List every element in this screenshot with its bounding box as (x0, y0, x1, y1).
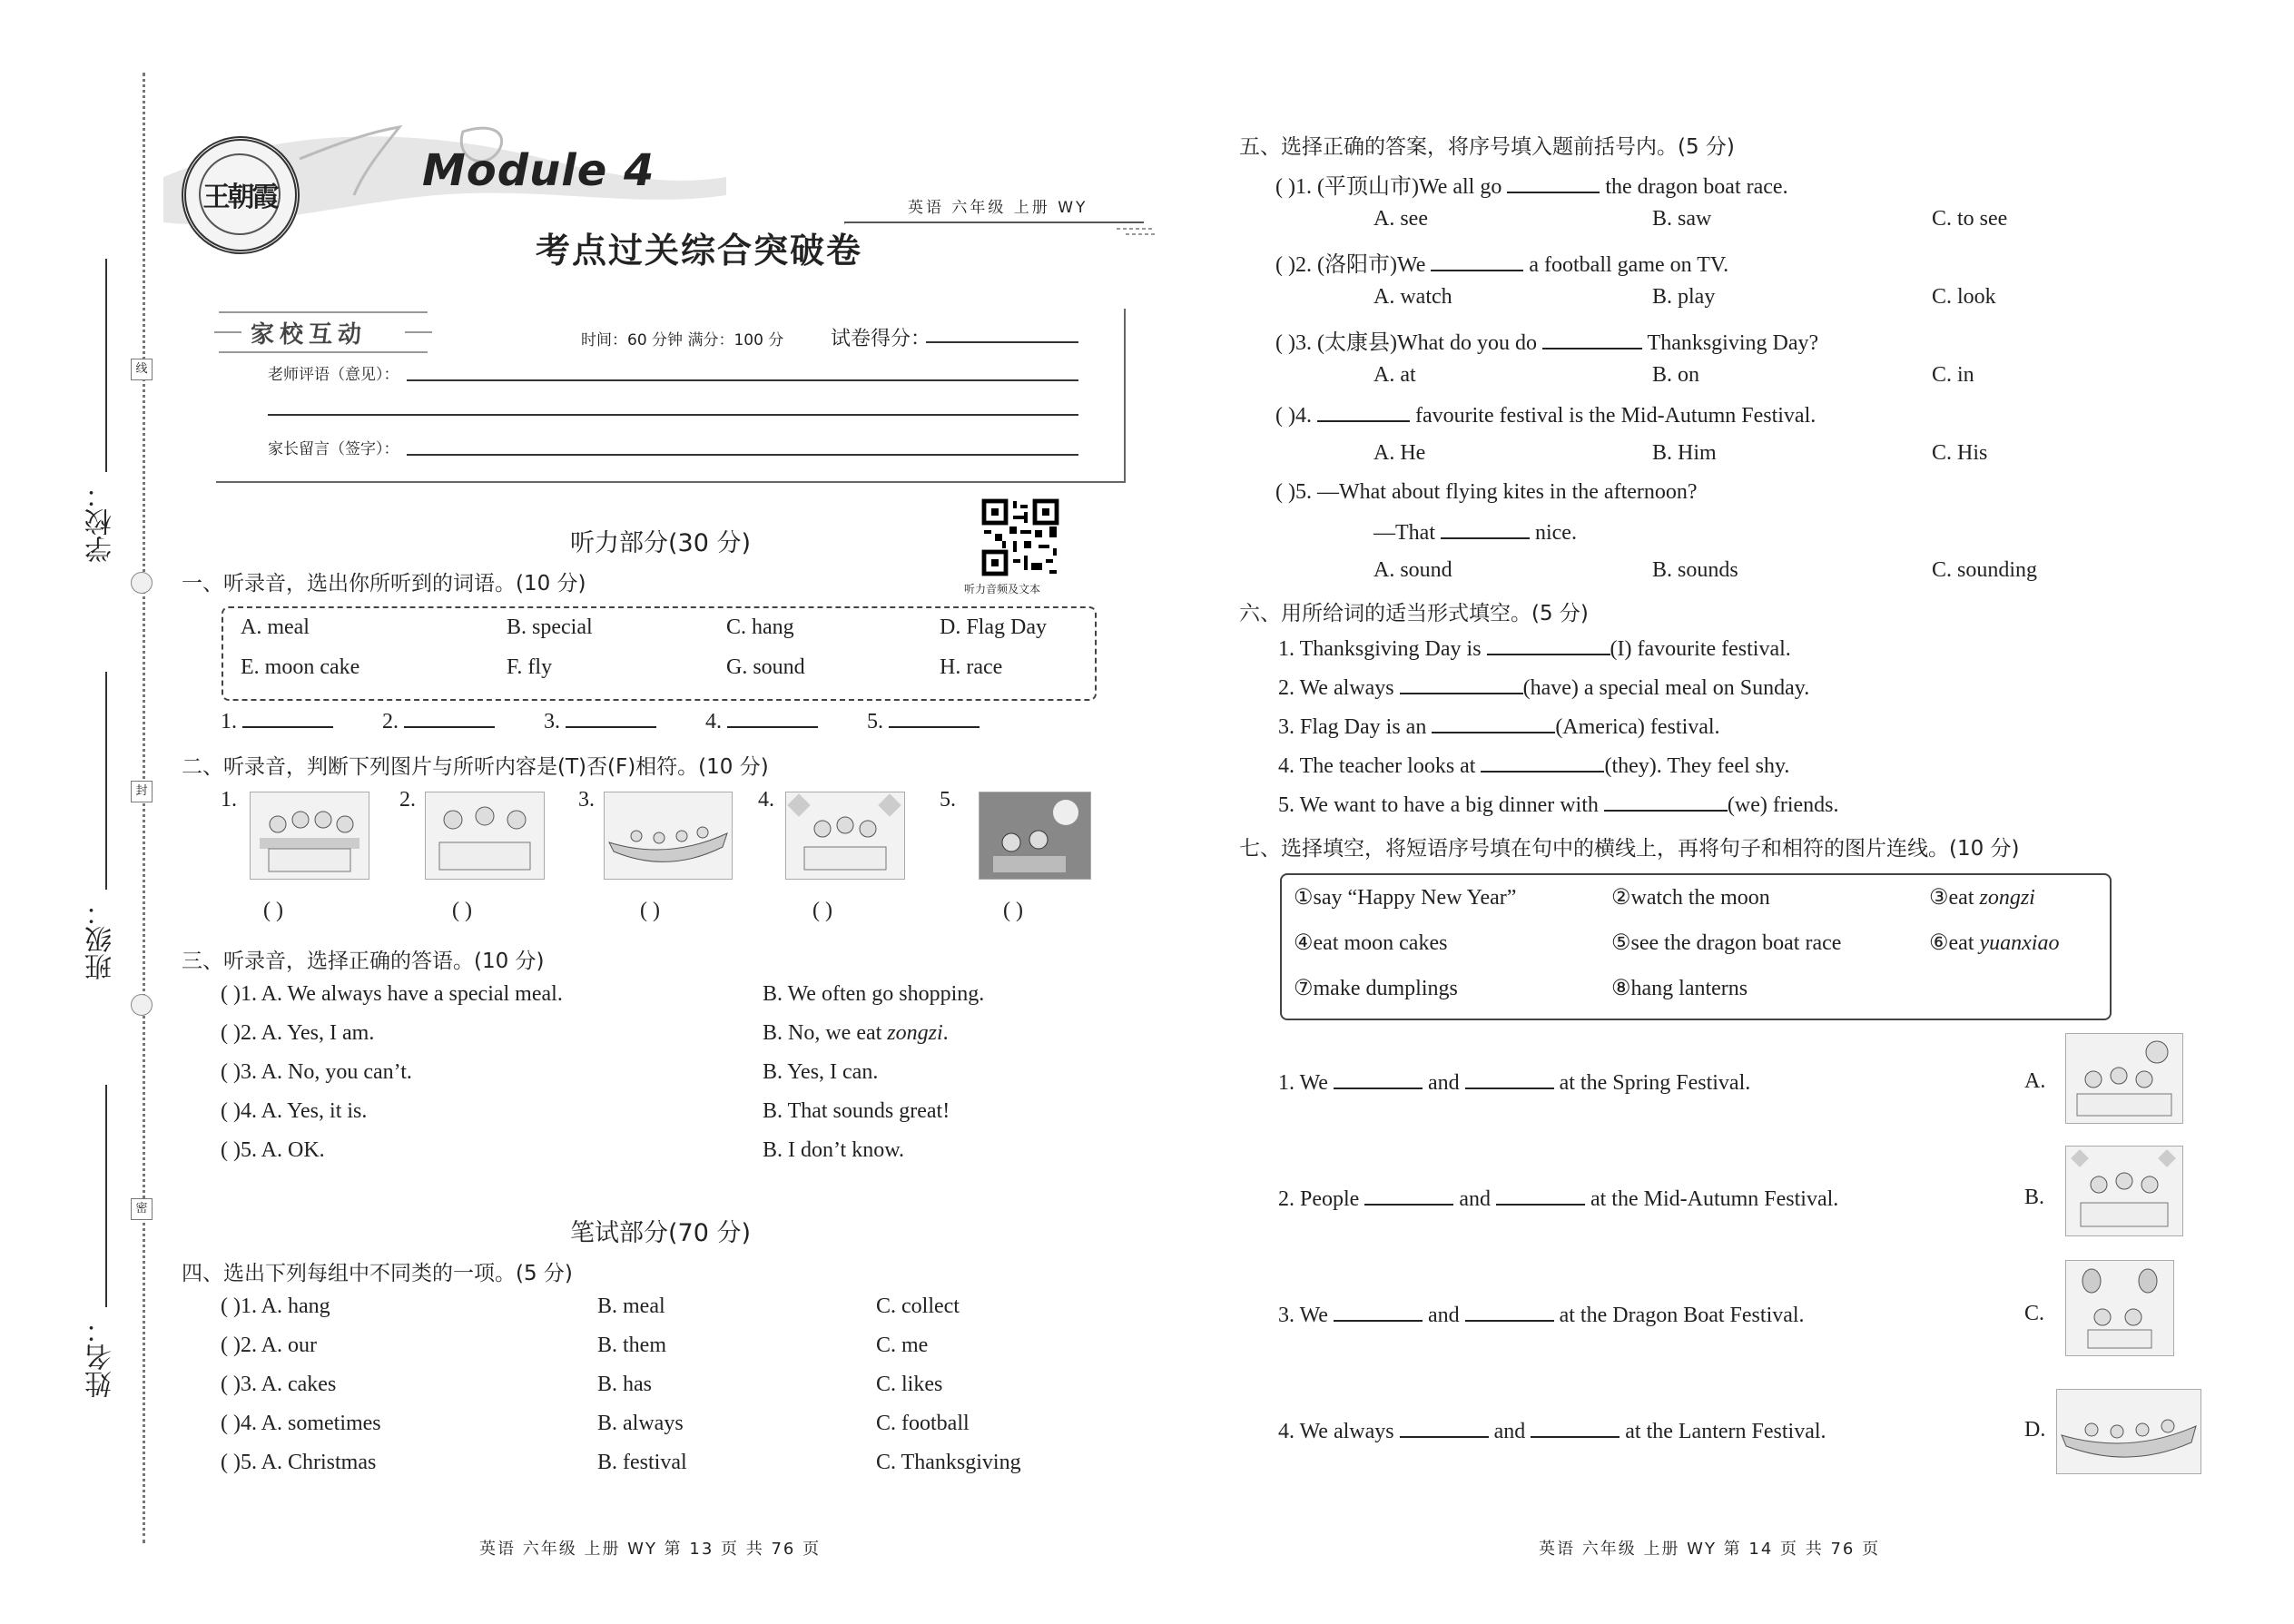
option-b: B. always (597, 1412, 684, 1435)
sentence-end: at the Dragon Boat Festival. (1559, 1304, 1805, 1327)
phrase-option: ④eat moon cakes (1294, 931, 1448, 955)
answer-blank[interactable] (404, 708, 495, 728)
answer-blank[interactable] (1465, 1069, 1554, 1089)
sentence-stem: 2. People (1278, 1187, 1360, 1211)
option-c: C. collect (876, 1294, 960, 1318)
option-b: B. Him (1652, 441, 1717, 465)
picture-b-new-year[interactable] (2065, 1146, 2183, 1236)
answer-blank[interactable] (1465, 1302, 1554, 1322)
answer-blank[interactable] (1604, 792, 1728, 812)
word-option: G. sound (726, 655, 805, 679)
sentence-end: at the Mid-Autumn Festival. (1590, 1187, 1839, 1211)
question-5-5-line2 (1373, 519, 1577, 546)
fill-item (1278, 753, 1789, 779)
answer-blank[interactable] (1334, 1302, 1423, 1322)
option-c: C. in (1932, 363, 1974, 387)
fill-stem-end: (America) festival. (1555, 715, 1720, 739)
fill-stem-end: (have) a special meal on Sunday. (1522, 676, 1810, 700)
match-sentence-2 (1278, 1186, 1838, 1212)
answer-blank[interactable] (1431, 251, 1523, 271)
option-b: B. meal (597, 1294, 665, 1318)
option-b: B. play (1652, 285, 1716, 309)
option-c: C. look (1932, 285, 1996, 309)
word-option: C. hang (726, 615, 794, 639)
school-label: 学校： (85, 481, 117, 563)
tf-answer-paren[interactable]: ( ) (1003, 899, 1023, 922)
answer-blank[interactable] (1400, 1418, 1489, 1438)
option-b: B. I don’t know. (763, 1138, 904, 1162)
margin-circle (131, 572, 153, 594)
picture-number: 2. (399, 788, 416, 812)
phrase-option: ①say “Happy New Year” (1294, 886, 1517, 910)
phrase-option (1929, 930, 2059, 956)
name-label: 姓名： (85, 1316, 117, 1398)
sentence-and: and (1493, 1420, 1526, 1443)
phrase-option: ⑤see the dragon boat race (1611, 931, 1842, 955)
phrase-text: ⑥eat (1929, 931, 1980, 955)
section-5-title: 五、选择正确的答案，将序号填入题前括号内。(5 分) (1239, 135, 1735, 159)
option-b: B. Yes, I can. (763, 1060, 879, 1084)
fill-stem-end: (they). They feel shy. (1604, 754, 1790, 778)
answer-blank[interactable] (1334, 1069, 1423, 1089)
fill-stem: 1. Thanksgiving Day is (1278, 637, 1482, 661)
answer-blank-row (221, 708, 980, 734)
section-6-title: 六、用所给词的适当形式填空。(5 分) (1239, 602, 1589, 625)
option-b: B. saw (1652, 207, 1712, 231)
score-label: 试卷得分： (831, 328, 931, 350)
sentence-stem: 1. We (1278, 1071, 1328, 1095)
name-line (105, 1085, 107, 1307)
fill-stem-end: (we) friends. (1727, 793, 1839, 817)
publisher-logo (182, 136, 300, 254)
option-b: B. sounds (1652, 558, 1738, 582)
word-option: A. meal (241, 615, 310, 639)
picture-a-moon-cake[interactable] (2065, 1033, 2183, 1124)
sentence-and: and (1427, 1304, 1460, 1327)
logo-text: 王朝霞 (199, 153, 281, 235)
word-option: H. race (940, 655, 1003, 679)
question-5-2 (1275, 246, 1728, 278)
option-c: C. me (876, 1334, 929, 1357)
word-option: B. special (507, 615, 593, 639)
answer-blank[interactable] (1481, 753, 1604, 773)
writing-part-title: 笔试部分(70 分) (570, 1219, 752, 1247)
question-4-2: ( )2. A. our (221, 1334, 317, 1357)
question-3-1: ( )1. A. We always have a special meal. (221, 982, 563, 1006)
question-stem-end: Thanksgiving Day? (1647, 331, 1819, 355)
question-3-5: ( )5. A. OK. (221, 1138, 325, 1162)
fill-item (1278, 674, 1809, 701)
answer-blank[interactable] (1432, 714, 1555, 733)
book-meta-tag: 英语 六年级 上册 WY (908, 199, 1088, 217)
listening-part-title: 听力部分(30 分) (570, 529, 752, 557)
option-a: A. sound (1373, 558, 1452, 582)
option-c: C. Thanksgiving (876, 1451, 1021, 1474)
picture-option-label: B. (2024, 1186, 2045, 1209)
page-footer-right: 英语 六年级 上册 WY 第 14 页 共 76 页 (1539, 1540, 1881, 1559)
answer-blank[interactable] (1364, 1186, 1453, 1206)
picture-option-label: C. (2024, 1302, 2045, 1325)
option-c: C. likes (876, 1373, 943, 1396)
option-b-end: . (942, 1021, 949, 1045)
option-b: B. That sounds great! (763, 1099, 950, 1123)
fill-stem: 3. Flag Day is an (1278, 715, 1427, 739)
question-4-3: ( )3. A. cakes (221, 1373, 337, 1396)
picture-option-label: A. (2024, 1069, 2046, 1093)
option-b: B. on (1652, 363, 1700, 387)
fill-stem-end: (I) favourite festival. (1610, 637, 1791, 661)
option-c: C. His (1932, 441, 1988, 465)
fill-stem: 5. We want to have a big dinner with (1278, 793, 1599, 817)
exam-time-info: 时间：60 分钟 满分：100 分 (581, 331, 784, 349)
phrase-italic: yuanxiao (1979, 931, 2060, 955)
exam-subtitle: 考点过关综合突破卷 (536, 230, 863, 271)
binding-margin-line (143, 73, 145, 1543)
option-b-italic: zongzi (887, 1021, 943, 1045)
margin-box-seal: 线 (131, 359, 153, 380)
option-b: B. We often go shopping. (763, 982, 985, 1006)
option-a: A. watch (1373, 285, 1452, 309)
picture-number: 5. (940, 788, 956, 812)
option-b (763, 1021, 949, 1046)
question-stem: ( )2. (洛阳市)We (1275, 253, 1426, 277)
phrase-italic: zongzi (1979, 886, 2035, 910)
question-stem-end: nice. (1534, 521, 1577, 545)
class-line (105, 672, 107, 890)
teacher-comment-line-2[interactable] (268, 414, 1078, 416)
teacher-comment-label: 老师评语（意见）： (268, 366, 399, 384)
family-school-badge: 家校互动 (251, 321, 368, 349)
blank-number: 3. (544, 710, 560, 733)
answer-blank[interactable] (727, 708, 818, 728)
question-5-1 (1275, 168, 1788, 200)
sentence-stem: 3. We (1278, 1304, 1328, 1327)
option-a: A. He (1373, 441, 1426, 465)
match-sentence-1 (1278, 1069, 1750, 1096)
sentence-end: at the Lantern Festival. (1625, 1420, 1826, 1443)
option-a: A. at (1373, 363, 1416, 387)
answer-blank[interactable] (889, 708, 980, 728)
answer-blank[interactable] (566, 708, 656, 728)
option-a: A. see (1373, 207, 1428, 231)
question-5-4 (1275, 402, 1816, 428)
match-sentence-4 (1278, 1418, 1826, 1444)
blank-number: 5. (867, 710, 883, 733)
tf-answer-paren[interactable]: ( ) (640, 899, 660, 922)
margin-box-seal: 密 (131, 1198, 153, 1220)
moon-watching-picture (979, 792, 1091, 880)
qr-caption: 听力音频及文本 (964, 583, 1041, 595)
answer-blank[interactable] (1531, 1418, 1620, 1438)
tf-answer-paren[interactable]: ( ) (812, 899, 832, 922)
question-5-5: ( )5. —What about flying kites in the afternoon? (1275, 480, 1698, 504)
answer-blank[interactable] (1317, 402, 1410, 422)
page-footer-left: 英语 六年级 上册 WY 第 13 页 共 76 页 (479, 1540, 822, 1559)
option-b-text: B. No, we eat (763, 1021, 888, 1045)
question-4-4: ( )4. A. sometimes (221, 1412, 381, 1435)
sentence-stem: 4. We always (1278, 1420, 1394, 1443)
module-title: Module 4 (422, 145, 655, 196)
new-year-party-picture (785, 792, 905, 880)
question-stem: ( )3. (太康县)What do you do (1275, 331, 1537, 355)
sentence-and: and (1427, 1071, 1460, 1095)
question-4-5: ( )5. A. Christmas (221, 1451, 377, 1474)
option-c: C. football (876, 1412, 970, 1435)
word-option: D. Flag Day (940, 615, 1047, 639)
tf-answer-paren[interactable]: ( ) (263, 899, 283, 922)
question-stem-end: a football game on TV. (1529, 253, 1729, 277)
margin-box-seal: 封 (131, 781, 153, 802)
spring-festival-dinner-picture (250, 792, 369, 880)
margin-circle (131, 994, 153, 1016)
option-b: B. them (597, 1334, 666, 1357)
phrase-option (1929, 884, 2035, 910)
fill-stem: 2. We always (1278, 676, 1394, 700)
qr-code-icon[interactable] (980, 497, 1060, 577)
picture-d-dragon-boat[interactable] (2056, 1389, 2201, 1474)
picture-option-label: D. (2024, 1418, 2046, 1442)
section-7-title: 七、选择填空，将短语序号填在句中的横线上，再将句子和相符的图片连线。(10 分) (1239, 837, 2020, 861)
option-b: B. has (597, 1373, 652, 1396)
question-stem: ( )1. (平顶山市)We all go (1275, 175, 1502, 199)
picture-number: 3. (578, 788, 595, 812)
dragon-boat-picture (604, 792, 733, 880)
phrase-option: ⑧hang lanterns (1611, 977, 1748, 1000)
option-b: B. festival (597, 1451, 687, 1474)
question-3-3: ( )3. A. No, you can’t. (221, 1060, 412, 1084)
question-3-4: ( )4. A. Yes, it is. (221, 1099, 368, 1123)
section-4-title: 四、选出下列每组中不同类的一项。(5 分) (182, 1262, 573, 1285)
question-5-3 (1275, 324, 1818, 356)
section-1-title: 一、听录音，选出你所听到的词语。(10 分) (182, 572, 586, 595)
word-option: E. moon cake (241, 655, 360, 679)
answer-blank[interactable] (1441, 519, 1530, 539)
blank-number: 4. (705, 710, 722, 733)
fill-item (1278, 635, 1791, 662)
answer-blank[interactable] (1487, 635, 1610, 655)
match-sentence-3 (1278, 1302, 1805, 1328)
blank-number: 1. (221, 710, 237, 733)
fill-item (1278, 714, 1720, 740)
fill-item (1278, 792, 1839, 818)
section-2-title: 二、听录音，判断下列图片与所听内容是(T)否(F)相符。(10 分) (182, 755, 769, 779)
sentence-and: and (1459, 1187, 1491, 1211)
phrase-option: ②watch the moon (1611, 886, 1770, 910)
school-line (105, 259, 107, 472)
question-stem: ( )4. (1275, 404, 1312, 428)
answer-blank[interactable] (1496, 1186, 1585, 1206)
parent-comment-line[interactable] (407, 454, 1078, 456)
tf-answer-paren[interactable]: ( ) (452, 899, 472, 922)
teacher-comment-line[interactable] (407, 379, 1078, 381)
family-gathering-picture (425, 792, 545, 880)
word-option: F. fly (507, 655, 553, 679)
option-c: C. sounding (1932, 558, 2038, 582)
answer-blank[interactable] (242, 708, 333, 728)
answer-blank[interactable] (1507, 173, 1600, 193)
question-stem: —That (1373, 521, 1435, 545)
section-3-title: 三、听录音，选择正确的答语。(10 分) (182, 950, 545, 973)
question-3-2: ( )2. A. Yes, I am. (221, 1021, 375, 1045)
question-stem-end: favourite festival is the Mid-Autumn Festival. (1414, 404, 1816, 428)
picture-number: 1. (221, 788, 237, 812)
fill-stem: 4. The teacher looks at (1278, 754, 1476, 778)
blank-number: 2. (382, 710, 399, 733)
score-blank[interactable] (926, 341, 1078, 343)
phrase-option: ⑦make dumplings (1294, 977, 1458, 1000)
sentence-end: at the Spring Festival. (1559, 1071, 1751, 1095)
picture-number: 4. (758, 788, 774, 812)
parent-comment-label: 家长留言（签字）： (268, 440, 399, 458)
picture-c-lanterns[interactable] (2065, 1260, 2174, 1356)
question-stem-end: the dragon boat race. (1605, 175, 1788, 199)
answer-blank[interactable] (1400, 674, 1523, 694)
question-4-1: ( )1. A. hang (221, 1294, 330, 1318)
option-c: C. to see (1932, 207, 2008, 231)
phrase-text: ③eat (1929, 886, 1980, 910)
answer-blank[interactable] (1542, 330, 1642, 349)
class-label: 班级： (85, 899, 117, 980)
